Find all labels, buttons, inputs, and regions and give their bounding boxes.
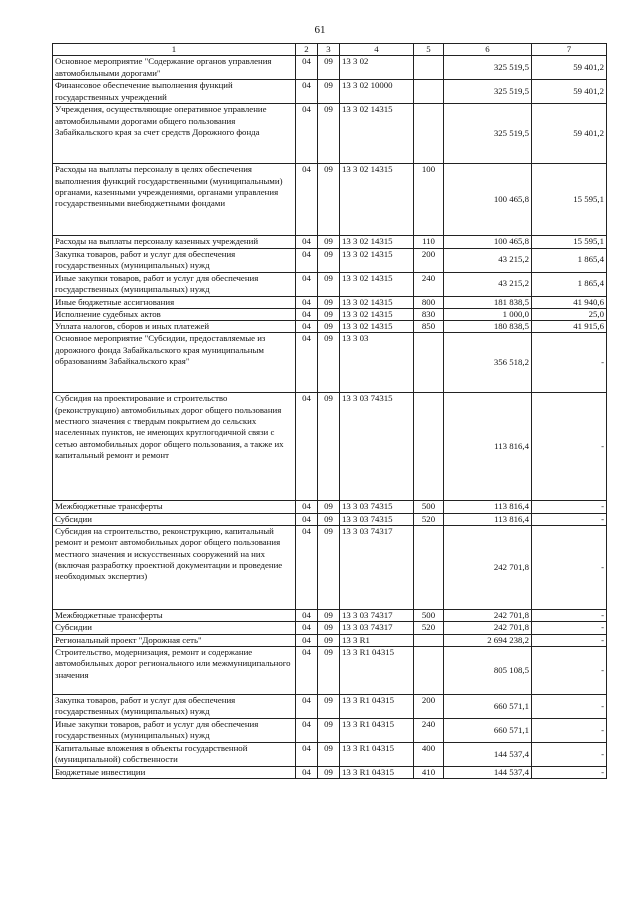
target-article-cell: 13 3 R1 04315 [340, 742, 414, 766]
target-article-cell: 13 3 03 74315 [340, 513, 414, 525]
table-row [53, 236, 607, 248]
table-row [53, 393, 607, 501]
expense-type-cell: 800 [414, 296, 444, 308]
row-name-cell: Капитальные вложения в объекты государственной (муниципальной) собственности [53, 742, 296, 766]
table-row [53, 321, 607, 333]
expense-type-cell: 520 [414, 513, 444, 525]
amount-cell: - [532, 622, 607, 634]
amount-cell: - [532, 610, 607, 622]
table-row [53, 104, 607, 164]
amount-cell: - [532, 526, 607, 610]
amount-cell: - [532, 634, 607, 646]
table-row [53, 333, 607, 393]
table-row [53, 634, 607, 646]
amount-cell: 1 865,4 [532, 272, 607, 296]
amount-cell: - [532, 742, 607, 766]
target-article-cell: 13 3 03 74317 [340, 610, 414, 622]
table-row [53, 622, 607, 634]
row-name-cell: Субсидии [53, 513, 296, 525]
table-row [53, 248, 607, 272]
table-row [53, 56, 607, 80]
section-code-cell: 04 [296, 321, 318, 333]
expense-type-cell [414, 333, 444, 393]
amount-cell: 356 518,2 [444, 333, 532, 393]
expense-type-cell [414, 104, 444, 164]
header-cell: 5 [414, 44, 444, 56]
table-row [53, 272, 607, 296]
subsection-code-cell: 09 [318, 308, 340, 320]
amount-cell: 59 401,2 [532, 104, 607, 164]
target-article-cell: 13 3 03 74315 [340, 501, 414, 513]
section-code-cell: 04 [296, 622, 318, 634]
target-article-cell: 13 3 R1 04315 [340, 646, 414, 694]
table-row [53, 610, 607, 622]
row-name-cell: Исполнение судебных актов [53, 308, 296, 320]
expense-type-cell: 240 [414, 272, 444, 296]
amount-cell: 43 215,2 [444, 272, 532, 296]
amount-cell: 181 838,5 [444, 296, 532, 308]
row-name-cell: Расходы на выплаты персоналу в целях обеспечения выполнения функций государственными (муниципальными) органами, казенными учреждениями, органами управления государственными внебюджетными фондами [53, 164, 296, 236]
table-row [53, 513, 607, 525]
row-name-cell: Основное мероприятие "Субсидии, предоставляемые из дорожного фонда Забайкальского края муниципальным образованиям Забайкальского края" [53, 333, 296, 393]
expense-type-cell [414, 634, 444, 646]
section-code-cell: 04 [296, 634, 318, 646]
subsection-code-cell: 09 [318, 248, 340, 272]
table-row [53, 308, 607, 320]
section-code-cell: 04 [296, 393, 318, 501]
amount-cell: 242 701,8 [444, 526, 532, 610]
expense-type-cell [414, 80, 444, 104]
expense-type-cell [414, 526, 444, 610]
target-article-cell: 13 3 02 14315 [340, 236, 414, 248]
table-row [53, 296, 607, 308]
page-number: 61 [314, 24, 326, 36]
section-code-cell: 04 [296, 272, 318, 296]
subsection-code-cell: 09 [318, 501, 340, 513]
row-name-cell: Основное мероприятие "Содержание органов управления автомобильными дорогами" [53, 56, 296, 80]
expense-type-cell: 110 [414, 236, 444, 248]
amount-cell: 2 694 238,2 [444, 634, 532, 646]
row-name-cell: Учреждения, осуществляющие оперативное управление автомобильными дорогами общего пользования Забайкальского края за счет средств Дорожного фонда [53, 104, 296, 164]
row-name-cell: Бюджетные инвестиции [53, 766, 296, 778]
target-article-cell: 13 3 R1 04315 [340, 718, 414, 742]
subsection-code-cell: 09 [318, 634, 340, 646]
table-row [53, 766, 607, 778]
amount-cell: 100 465,8 [444, 164, 532, 236]
header-cell: 7 [532, 44, 607, 56]
header-cell: 4 [340, 44, 414, 56]
row-name-cell: Финансовое обеспечение выполнения функций государственных учреждений [53, 80, 296, 104]
row-name-cell: Иные бюджетные ассигнования [53, 296, 296, 308]
table-row [53, 718, 607, 742]
target-article-cell: 13 3 R1 [340, 634, 414, 646]
budget-table [52, 43, 607, 779]
subsection-code-cell: 09 [318, 513, 340, 525]
target-article-cell: 13 3 02 14315 [340, 272, 414, 296]
subsection-code-cell: 09 [318, 164, 340, 236]
row-name-cell: Иные закупки товаров, работ и услуг для обеспечения государственных (муниципальных) нужд [53, 272, 296, 296]
amount-cell: - [532, 766, 607, 778]
expense-type-cell: 240 [414, 718, 444, 742]
subsection-code-cell: 09 [318, 766, 340, 778]
target-article-cell: 13 3 03 [340, 333, 414, 393]
target-article-cell: 13 3 02 14315 [340, 104, 414, 164]
section-code-cell: 04 [296, 718, 318, 742]
row-name-cell: Строительство, модернизация, ремонт и содержание автомобильных дорог регионального или межмуниципального значения [53, 646, 296, 694]
amount-cell: - [532, 513, 607, 525]
section-code-cell: 04 [296, 646, 318, 694]
section-code-cell: 04 [296, 80, 318, 104]
amount-cell: 25,0 [532, 308, 607, 320]
subsection-code-cell: 09 [318, 526, 340, 610]
subsection-code-cell: 09 [318, 272, 340, 296]
target-article-cell: 13 3 03 74315 [340, 393, 414, 501]
amount-cell: - [532, 718, 607, 742]
section-code-cell: 04 [296, 694, 318, 718]
amount-cell: 242 701,8 [444, 622, 532, 634]
expense-type-cell: 500 [414, 501, 444, 513]
amount-cell: 100 465,8 [444, 236, 532, 248]
section-code-cell: 04 [296, 501, 318, 513]
table-row [53, 164, 607, 236]
header-cell: 1 [53, 44, 296, 56]
target-article-cell: 13 3 R1 04315 [340, 694, 414, 718]
amount-cell: 325 519,5 [444, 80, 532, 104]
table-row [53, 742, 607, 766]
amount-cell: 242 701,8 [444, 610, 532, 622]
amount-cell: 59 401,2 [532, 80, 607, 104]
row-name-cell: Уплата налогов, сборов и иных платежей [53, 321, 296, 333]
table-row [53, 501, 607, 513]
expense-type-cell: 400 [414, 742, 444, 766]
row-name-cell: Субсидия на проектирование и строительство (реконструкцию) автомобильных дорог общего пользования местного значения с твердым покрытием до сельских населенных пунктов, не имеющих круглогодичной связи с сетью автомобильных дорог общего пользования, а также их капитальный ремонт и ремонт [53, 393, 296, 501]
table-row [53, 694, 607, 718]
amount-cell: 144 537,4 [444, 766, 532, 778]
table-row [53, 526, 607, 610]
amount-cell: 15 595,1 [532, 164, 607, 236]
target-article-cell: 13 3 02 [340, 56, 414, 80]
amount-cell: - [532, 646, 607, 694]
expense-type-cell: 410 [414, 766, 444, 778]
target-article-cell: 13 3 03 74317 [340, 622, 414, 634]
target-article-cell: 13 3 02 14315 [340, 308, 414, 320]
target-article-cell: 13 3 02 14315 [340, 164, 414, 236]
amount-cell: 113 816,4 [444, 501, 532, 513]
amount-cell: 180 838,5 [444, 321, 532, 333]
amount-cell: - [532, 694, 607, 718]
row-name-cell: Межбюджетные трансферты [53, 501, 296, 513]
subsection-code-cell: 09 [318, 296, 340, 308]
expense-type-cell: 850 [414, 321, 444, 333]
amount-cell: 41 915,6 [532, 321, 607, 333]
target-article-cell: 13 3 03 74317 [340, 526, 414, 610]
row-name-cell: Межбюджетные трансферты [53, 610, 296, 622]
table-row [53, 80, 607, 104]
amount-cell: 113 816,4 [444, 393, 532, 501]
expense-type-cell: 200 [414, 694, 444, 718]
subsection-code-cell: 09 [318, 393, 340, 501]
expense-type-cell: 200 [414, 248, 444, 272]
row-name-cell: Субсидии [53, 622, 296, 634]
subsection-code-cell: 09 [318, 694, 340, 718]
row-name-cell: Иные закупки товаров, работ и услуг для обеспечения государственных (муниципальных) нужд [53, 718, 296, 742]
subsection-code-cell: 09 [318, 80, 340, 104]
expense-type-cell [414, 393, 444, 501]
header-cell: 3 [318, 44, 340, 56]
subsection-code-cell: 09 [318, 236, 340, 248]
amount-cell: 15 595,1 [532, 236, 607, 248]
expense-type-cell: 520 [414, 622, 444, 634]
subsection-code-cell: 09 [318, 646, 340, 694]
subsection-code-cell: 09 [318, 333, 340, 393]
amount-cell: 325 519,5 [444, 56, 532, 80]
section-code-cell: 04 [296, 333, 318, 393]
amount-cell: - [532, 333, 607, 393]
target-article-cell: 13 3 02 14315 [340, 296, 414, 308]
section-code-cell: 04 [296, 610, 318, 622]
amount-cell: 1 000,0 [444, 308, 532, 320]
row-name-cell: Расходы на выплаты персоналу казенных учреждений [53, 236, 296, 248]
amount-cell: 660 571,1 [444, 694, 532, 718]
header-cell: 6 [444, 44, 532, 56]
section-code-cell: 04 [296, 766, 318, 778]
section-code-cell: 04 [296, 236, 318, 248]
row-name-cell: Региональный проект "Дорожная сеть" [53, 634, 296, 646]
row-name-cell: Закупка товаров, работ и услуг для обеспечения государственных (муниципальных) нужд [53, 248, 296, 272]
amount-cell: 59 401,2 [532, 56, 607, 80]
subsection-code-cell: 09 [318, 321, 340, 333]
section-code-cell: 04 [296, 248, 318, 272]
section-code-cell: 04 [296, 526, 318, 610]
expense-type-cell [414, 646, 444, 694]
section-code-cell: 04 [296, 296, 318, 308]
subsection-code-cell: 09 [318, 610, 340, 622]
amount-cell: 113 816,4 [444, 513, 532, 525]
amount-cell: - [532, 393, 607, 501]
amount-cell: 1 865,4 [532, 248, 607, 272]
section-code-cell: 04 [296, 56, 318, 80]
expense-type-cell [414, 56, 444, 80]
section-code-cell: 04 [296, 742, 318, 766]
section-code-cell: 04 [296, 164, 318, 236]
expense-type-cell: 830 [414, 308, 444, 320]
target-article-cell: 13 3 02 14315 [340, 321, 414, 333]
amount-cell: 805 108,5 [444, 646, 532, 694]
subsection-code-cell: 09 [318, 718, 340, 742]
header-cell: 2 [296, 44, 318, 56]
row-name-cell: Закупка товаров, работ и услуг для обеспечения государственных (муниципальных) нужд [53, 694, 296, 718]
section-code-cell: 04 [296, 104, 318, 164]
row-name-cell: Субсидия на строительство, реконструкцию, капитальный ремонт и ремонт автомобильных дорог общего пользования местного значения и искусственных сооружений на них (включая разработку проектной документации и проведение необходимых экспертиз) [53, 526, 296, 610]
amount-cell: 43 215,2 [444, 248, 532, 272]
section-code-cell: 04 [296, 513, 318, 525]
amount-cell: 325 519,5 [444, 104, 532, 164]
expense-type-cell: 500 [414, 610, 444, 622]
amount-cell: 41 940,6 [532, 296, 607, 308]
subsection-code-cell: 09 [318, 742, 340, 766]
table-header-row [53, 44, 607, 56]
subsection-code-cell: 09 [318, 104, 340, 164]
amount-cell: 144 537,4 [444, 742, 532, 766]
subsection-code-cell: 09 [318, 56, 340, 80]
amount-cell: - [532, 501, 607, 513]
target-article-cell: 13 3 02 10000 [340, 80, 414, 104]
section-code-cell: 04 [296, 308, 318, 320]
target-article-cell: 13 3 02 14315 [340, 248, 414, 272]
subsection-code-cell: 09 [318, 622, 340, 634]
expense-type-cell: 100 [414, 164, 444, 236]
table-row [53, 646, 607, 694]
target-article-cell: 13 3 R1 04315 [340, 766, 414, 778]
amount-cell: 660 571,1 [444, 718, 532, 742]
